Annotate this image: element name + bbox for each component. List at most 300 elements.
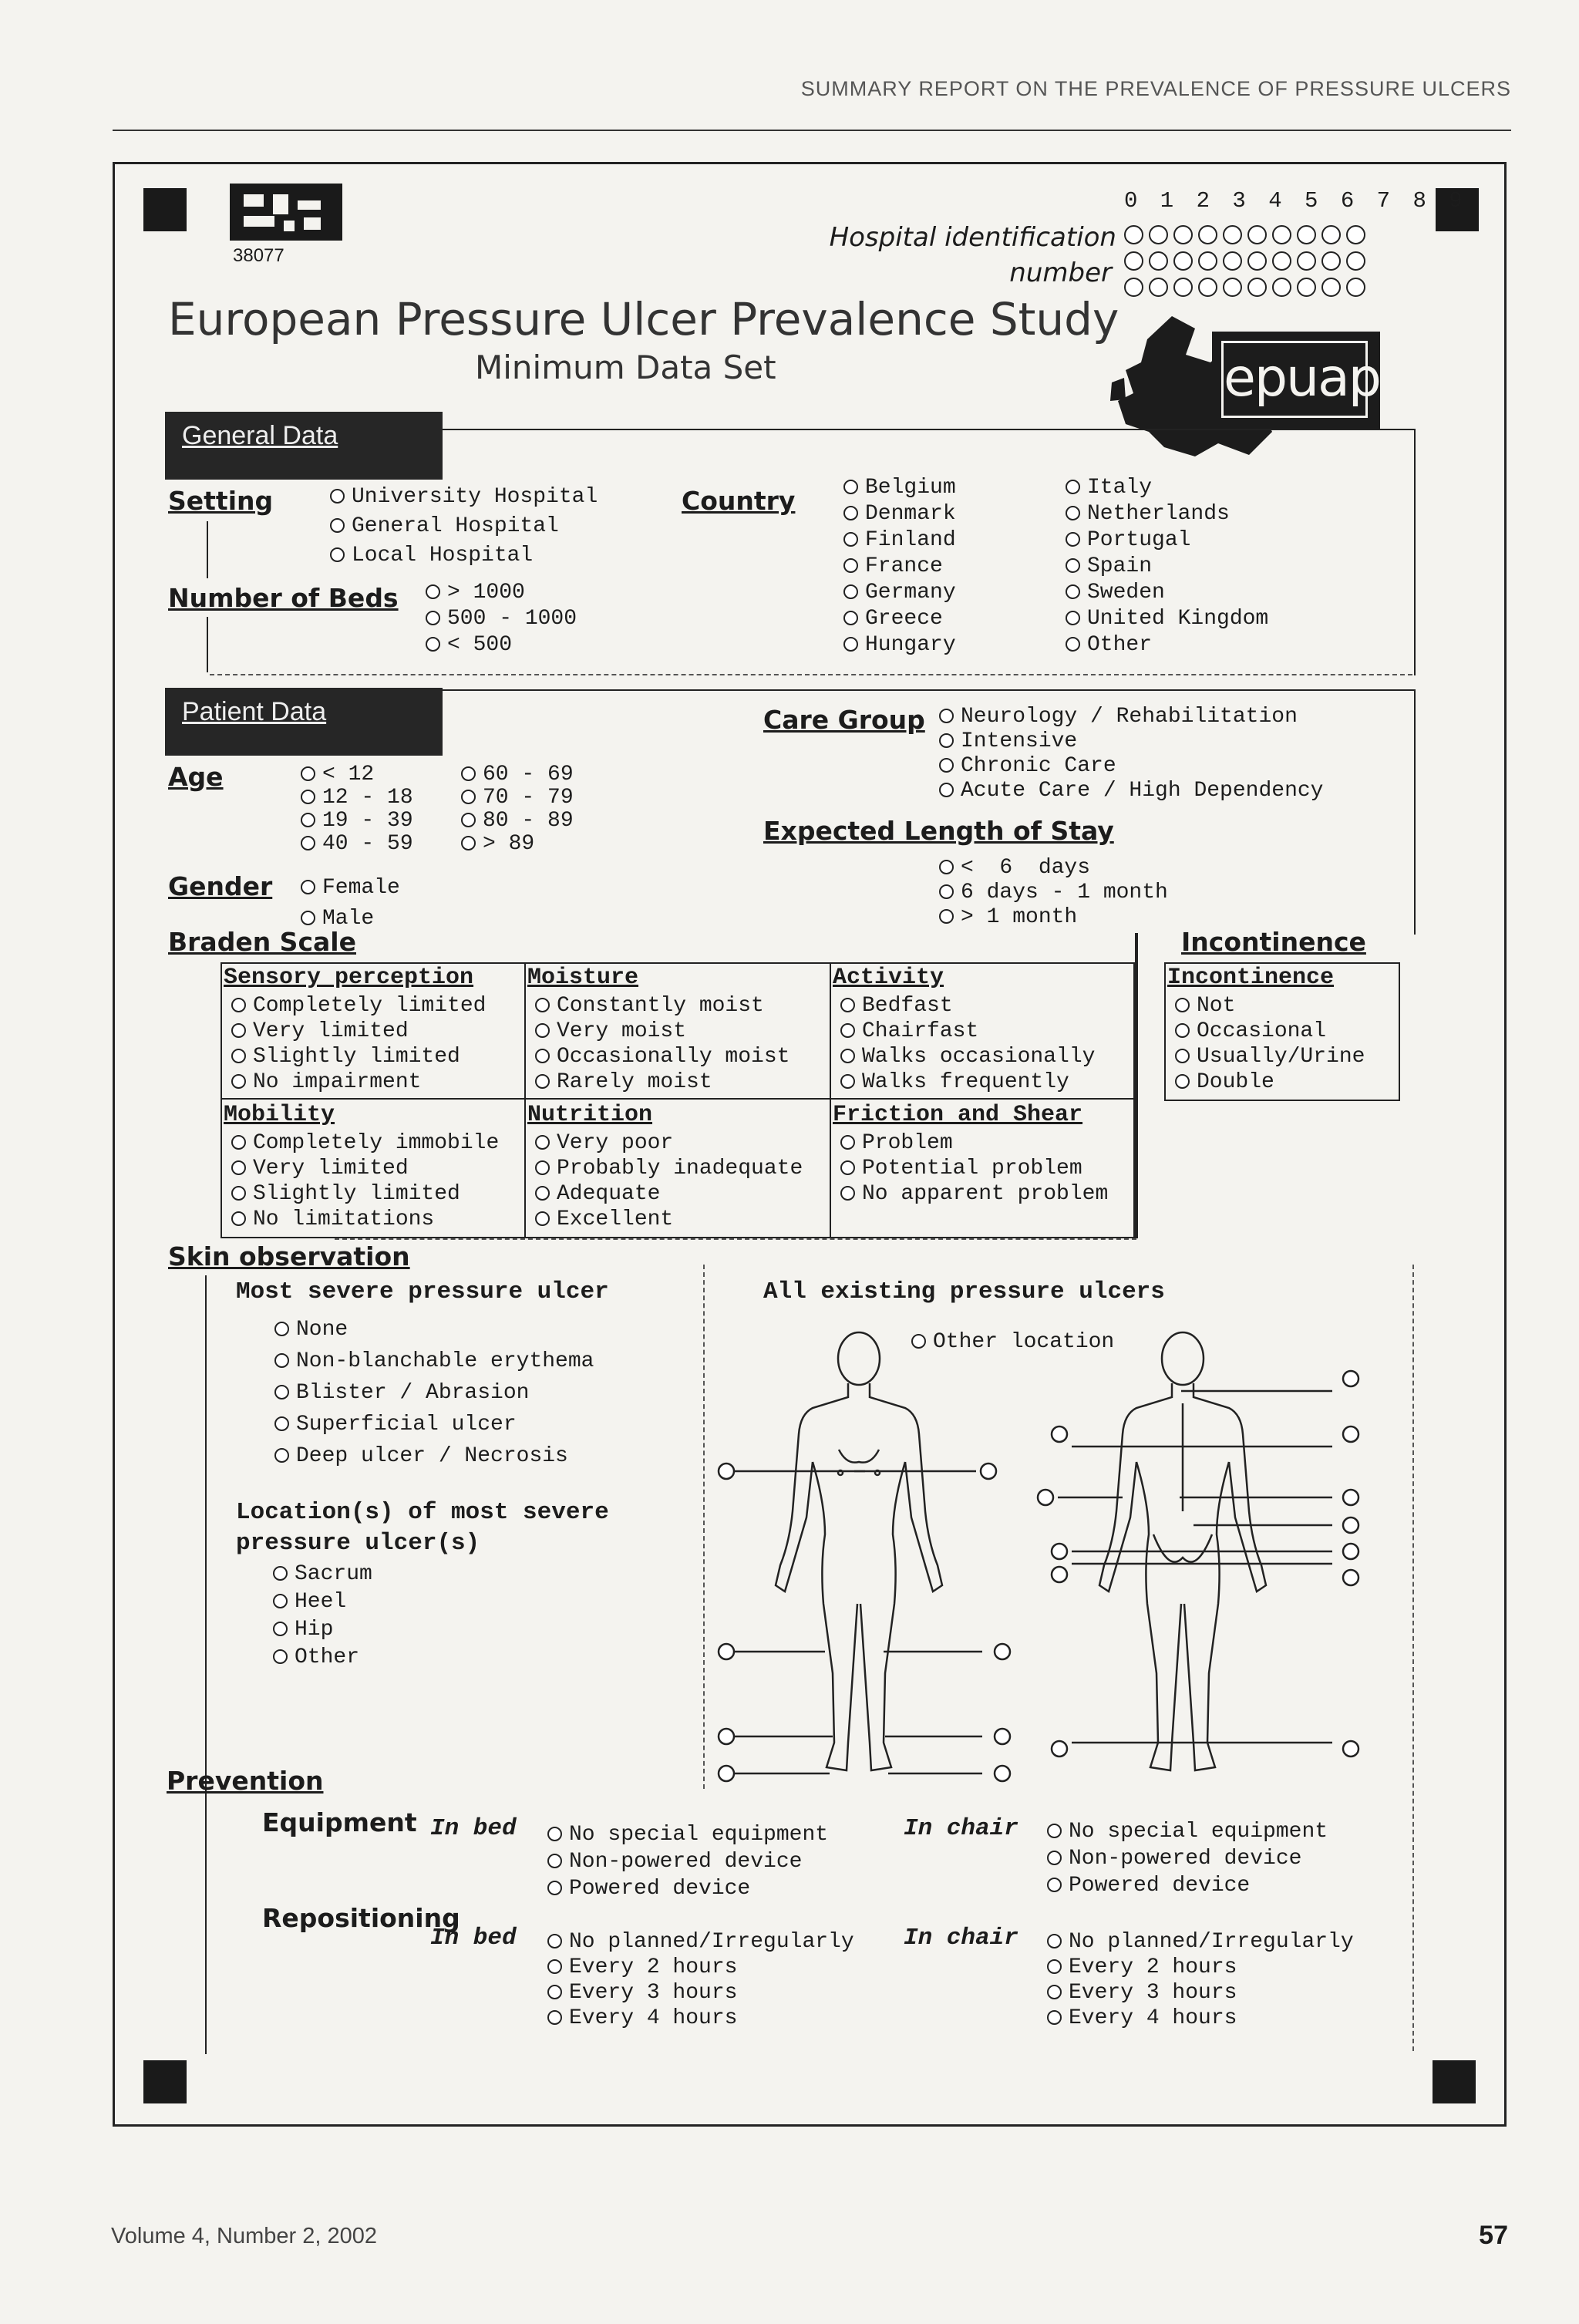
id-digit-bubble[interactable] (1346, 225, 1365, 244)
location-radio (719, 1766, 734, 1781)
id-digit-row (1124, 225, 1371, 251)
option-row[interactable] (547, 1875, 828, 1902)
option-row[interactable] (547, 2006, 854, 2031)
radio-button[interactable] (1047, 1934, 1062, 1948)
radio-button[interactable] (301, 836, 315, 850)
radio-button[interactable] (939, 909, 954, 924)
radio-button[interactable] (1066, 506, 1080, 520)
option-row[interactable] (274, 1440, 594, 1472)
option-label: Acute Care / High Dependency (961, 779, 1324, 803)
option-label: < 500 (447, 633, 513, 657)
option-label: Completely limited (253, 994, 486, 1018)
patient-data-title: Patient Data (182, 697, 327, 726)
equipment-bed-options (547, 1821, 828, 1902)
option-label: Sacrum (295, 1562, 372, 1586)
option-row[interactable] (1047, 1929, 1354, 1955)
option-label: Double (1197, 1070, 1274, 1094)
option-row[interactable] (1047, 1980, 1354, 2006)
equipment-label: Equipment (262, 1807, 417, 1837)
option-label: Hungary (865, 633, 956, 657)
option-row[interactable] (273, 1561, 372, 1588)
radio-button[interactable] (231, 1074, 246, 1089)
radio-button[interactable] (547, 1827, 562, 1841)
table-divider (830, 962, 831, 1238)
option-row[interactable] (330, 541, 598, 571)
id-digit-bubble[interactable] (1247, 225, 1267, 244)
option-row[interactable] (840, 1181, 1108, 1207)
option-label: Male (322, 907, 375, 931)
id-digit-bubble[interactable] (1247, 278, 1267, 297)
option-row[interactable] (231, 1019, 486, 1044)
option-row[interactable] (274, 1314, 594, 1346)
option-label: Spain (1087, 554, 1153, 578)
option-label: 500 - 1000 (447, 607, 577, 631)
id-digit-bubble[interactable] (1149, 278, 1168, 297)
braden-moisture (527, 962, 790, 1095)
radio-button[interactable] (939, 758, 954, 773)
id-digit-bubble[interactable] (1321, 278, 1341, 297)
radio-button[interactable] (547, 2010, 562, 2025)
radio-button[interactable] (843, 611, 858, 625)
option-row[interactable] (273, 1588, 372, 1616)
option-row[interactable] (330, 512, 598, 541)
setting-label: Setting (168, 486, 274, 516)
option-row[interactable] (273, 1616, 372, 1644)
option-label: Potential problem (862, 1157, 1082, 1181)
option-row[interactable] (1066, 501, 1268, 527)
radio-button[interactable] (231, 1160, 246, 1175)
option-row[interactable] (461, 833, 574, 856)
option-row[interactable] (1066, 606, 1268, 632)
option-label: Portugal (1087, 528, 1191, 552)
option-label: Very limited (253, 1157, 409, 1181)
braden-options (840, 1130, 1108, 1207)
section-rule (443, 689, 1416, 691)
location-radio (1052, 1544, 1067, 1559)
option-row[interactable] (840, 1130, 1108, 1156)
option-row[interactable] (301, 810, 413, 833)
option-row[interactable] (231, 1044, 486, 1069)
radio-button[interactable] (231, 998, 246, 1012)
radio-button[interactable] (1047, 1824, 1062, 1838)
radio-button[interactable] (231, 1135, 246, 1150)
id-digit-bubble[interactable] (1346, 251, 1365, 271)
radio-button[interactable] (274, 1416, 289, 1431)
radio-button[interactable] (301, 766, 315, 781)
option-label: Slightly limited (253, 1182, 460, 1206)
radio-button[interactable] (461, 836, 476, 850)
radio-button[interactable] (840, 1074, 855, 1089)
radio-button[interactable] (274, 1385, 289, 1399)
option-label: Every 2 hours (569, 1955, 738, 1979)
option-row[interactable] (231, 1130, 499, 1156)
id-digit-bubble[interactable] (1297, 251, 1316, 271)
radio-button[interactable] (301, 880, 315, 894)
option-row[interactable] (1047, 1955, 1354, 1980)
general-data-band (165, 412, 443, 480)
option-row[interactable] (843, 580, 956, 606)
option-row[interactable] (1175, 1044, 1365, 1069)
id-digit-bubble[interactable] (1149, 225, 1168, 244)
option-row[interactable] (461, 763, 574, 786)
option-row[interactable] (843, 632, 956, 658)
radio-button[interactable] (843, 584, 858, 599)
option-label: < 6 days (961, 856, 1091, 880)
option-row[interactable] (301, 786, 413, 810)
section-rule (335, 1238, 1136, 1240)
option-label: Chronic Care (961, 754, 1116, 778)
option-row[interactable] (274, 1377, 594, 1409)
section-rule (443, 429, 1416, 430)
radio-button[interactable] (939, 884, 954, 899)
running-header: SUMMARY REPORT ON THE PREVALENCE OF PRESSURE ULCERS (800, 77, 1511, 100)
option-label: Chairfast (862, 1019, 979, 1043)
option-label: Bedfast (862, 994, 953, 1018)
option-row[interactable] (840, 1044, 1095, 1069)
location-radio (1343, 1426, 1358, 1442)
radio-button[interactable] (1175, 998, 1190, 1012)
radio-button[interactable] (840, 1023, 855, 1038)
option-label: > 1000 (447, 581, 525, 605)
radio-button[interactable] (547, 1881, 562, 1895)
option-label: Hip (295, 1618, 334, 1642)
option-row[interactable] (1066, 475, 1268, 501)
radio-button[interactable] (840, 998, 855, 1012)
id-digit-bubble[interactable] (1124, 251, 1143, 271)
radio-button[interactable] (1066, 611, 1080, 625)
radio-button[interactable] (939, 860, 954, 874)
option-row[interactable] (843, 606, 956, 632)
option-row[interactable] (535, 1019, 790, 1044)
radio-button[interactable] (1066, 480, 1080, 494)
option-row[interactable] (843, 501, 956, 527)
option-row[interactable] (1066, 554, 1268, 580)
id-digit-bubble[interactable] (1223, 251, 1242, 271)
body-diagram[interactable] (709, 1311, 1403, 1804)
option-label: 19 - 39 (322, 809, 413, 833)
option-label: Very poor (557, 1131, 674, 1155)
beds-label: Number of Beds (168, 583, 399, 613)
section-rule (1414, 429, 1416, 675)
radio-button[interactable] (231, 1211, 246, 1226)
option-row[interactable] (1175, 993, 1365, 1019)
option-row[interactable] (939, 779, 1323, 803)
option-label: Not (1197, 994, 1236, 1018)
stay-label: Expected Length of Stay (763, 816, 1114, 846)
bracket-line (207, 521, 208, 578)
option-row[interactable] (426, 606, 577, 632)
option-label: Excellent (557, 1207, 674, 1231)
option-label: Germany (865, 581, 956, 605)
radio-button[interactable] (1175, 1049, 1190, 1063)
id-digit-bubble[interactable] (1173, 251, 1193, 271)
radio-button[interactable] (1066, 558, 1080, 573)
option-label: None (296, 1318, 348, 1342)
incontinence-label: Incontinence (1181, 927, 1366, 957)
braden-friction (833, 1100, 1108, 1207)
location-radio (719, 1729, 734, 1744)
location-heading: Location(s) of most severe (236, 1499, 609, 1526)
radio-button[interactable] (461, 813, 476, 827)
option-row[interactable] (231, 993, 486, 1019)
radio-button[interactable] (535, 1160, 550, 1175)
option-label: Finland (865, 528, 956, 552)
option-row[interactable] (939, 754, 1323, 779)
care-group-label: Care Group (763, 705, 925, 735)
option-row[interactable] (301, 873, 400, 904)
radio-button[interactable] (843, 637, 858, 652)
radio-button[interactable] (843, 506, 858, 520)
id-digit-bubble[interactable] (1223, 278, 1242, 297)
option-row[interactable] (939, 881, 1168, 905)
epuap-logo (1212, 332, 1380, 430)
option-row[interactable] (426, 580, 577, 606)
option-label: No apparent problem (862, 1182, 1109, 1206)
radio-button[interactable] (273, 1622, 288, 1636)
id-digit-bubble[interactable] (1321, 251, 1341, 271)
option-row[interactable] (840, 1069, 1095, 1095)
registration-mark (1433, 2060, 1476, 2103)
radio-button[interactable] (840, 1135, 855, 1150)
option-row[interactable] (274, 1346, 594, 1377)
country-options-col1 (843, 475, 956, 658)
option-label: 70 - 79 (483, 786, 574, 810)
radio-button[interactable] (330, 518, 345, 533)
section-rule (210, 674, 1412, 675)
option-row[interactable] (939, 705, 1323, 729)
registration-mark (143, 188, 187, 231)
radio-button[interactable] (1047, 1878, 1062, 1892)
repositioning-chair-options (1047, 1929, 1354, 2031)
option-row[interactable] (939, 729, 1323, 754)
braden-column-title: Mobility (224, 1102, 335, 1128)
location-radio (1343, 1517, 1358, 1533)
option-row[interactable] (1047, 1818, 1328, 1845)
option-label: Every 3 hours (569, 1981, 738, 2005)
radio-button[interactable] (301, 813, 315, 827)
id-digit-bubble[interactable] (1223, 225, 1242, 244)
radio-button[interactable] (273, 1566, 288, 1581)
radio-button[interactable] (301, 911, 315, 925)
radio-button[interactable] (1047, 2010, 1062, 2025)
radio-button[interactable] (461, 790, 476, 804)
option-row[interactable] (1066, 527, 1268, 554)
radio-button[interactable] (461, 766, 476, 781)
radio-button[interactable] (535, 1049, 550, 1063)
radio-button[interactable] (939, 709, 954, 723)
option-row[interactable] (547, 1821, 828, 1848)
option-row[interactable] (273, 1644, 372, 1672)
option-row[interactable] (535, 1181, 803, 1207)
id-digit-bubble[interactable] (1198, 225, 1217, 244)
option-row[interactable] (843, 554, 956, 580)
id-digit-bubble[interactable] (1173, 225, 1193, 244)
radio-button[interactable] (231, 1186, 246, 1201)
radio-button[interactable] (1047, 1959, 1062, 1974)
option-label: Intensive (961, 729, 1078, 753)
radio-button[interactable] (840, 1049, 855, 1063)
radio-button[interactable] (547, 1854, 562, 1868)
option-label: Occasionally moist (557, 1045, 790, 1069)
option-row[interactable] (330, 483, 598, 512)
option-row[interactable] (843, 527, 956, 554)
radio-button[interactable] (274, 1353, 289, 1368)
radio-button[interactable] (273, 1649, 288, 1664)
id-digit-bubble[interactable] (1346, 278, 1365, 297)
option-row[interactable] (461, 810, 574, 833)
option-row[interactable] (535, 993, 790, 1019)
option-row[interactable] (1066, 632, 1268, 658)
option-label: Problem (862, 1131, 953, 1155)
option-row[interactable] (461, 786, 574, 810)
radio-button[interactable] (535, 1135, 550, 1150)
radio-button[interactable] (843, 480, 858, 494)
radio-button[interactable] (273, 1594, 288, 1608)
radio-button[interactable] (274, 1448, 289, 1463)
radio-button[interactable] (1066, 637, 1080, 652)
hospital-id-grid[interactable] (1124, 225, 1371, 304)
option-row[interactable] (547, 1929, 854, 1955)
radio-button[interactable] (274, 1322, 289, 1336)
radio-button[interactable] (231, 1023, 246, 1038)
option-label: Very limited (253, 1019, 409, 1043)
option-row[interactable] (535, 1207, 803, 1232)
option-label: < 12 (322, 763, 375, 786)
id-digit-bubble[interactable] (1272, 278, 1291, 297)
id-digit-bubble[interactable] (1272, 251, 1291, 271)
radio-button[interactable] (426, 637, 440, 652)
option-row[interactable] (301, 763, 413, 786)
option-row[interactable] (274, 1409, 594, 1440)
radio-button[interactable] (301, 790, 315, 804)
option-row[interactable] (840, 1019, 1095, 1044)
option-label: Non-powered device (569, 1850, 803, 1874)
radio-button[interactable] (426, 611, 440, 625)
option-row[interactable] (840, 1156, 1108, 1181)
option-row[interactable] (547, 1848, 828, 1875)
radio-button[interactable] (1047, 1985, 1062, 1999)
option-row[interactable] (535, 1130, 803, 1156)
location-radio (719, 1644, 734, 1659)
location-radio (1052, 1426, 1067, 1442)
id-digit-bubble[interactable] (1124, 278, 1143, 297)
option-row[interactable] (231, 1156, 499, 1181)
radio-button[interactable] (843, 558, 858, 573)
radio-button[interactable] (1066, 532, 1080, 547)
braden-activity (833, 962, 1095, 1095)
radio-button[interactable] (426, 584, 440, 599)
equipment-chair-options (1047, 1818, 1328, 1899)
option-row[interactable] (1047, 1845, 1328, 1872)
radio-button[interactable] (840, 1160, 855, 1175)
option-label: General Hospital (352, 514, 559, 538)
option-row[interactable] (301, 833, 413, 856)
option-row[interactable] (426, 632, 577, 658)
option-row[interactable] (231, 1181, 499, 1207)
radio-button[interactable] (535, 1186, 550, 1201)
option-row[interactable] (231, 1069, 486, 1095)
radio-button[interactable] (1066, 584, 1080, 599)
radio-button[interactable] (547, 1959, 562, 1974)
radio-button[interactable] (843, 532, 858, 547)
id-digit-bubble[interactable] (1198, 251, 1217, 271)
all-ulcers-heading: All existing pressure ulcers (763, 1278, 1165, 1305)
option-label: Neurology / Rehabilitation (961, 705, 1298, 729)
radio-button[interactable] (547, 1985, 562, 1999)
option-label: Completely immobile (253, 1131, 500, 1155)
option-row[interactable] (535, 1069, 790, 1095)
option-row[interactable] (939, 856, 1168, 881)
radio-button[interactable] (1047, 1851, 1062, 1865)
radio-button[interactable] (330, 489, 345, 504)
id-digit-bubble[interactable] (1321, 225, 1341, 244)
option-row[interactable] (840, 993, 1095, 1019)
journal-footer: Volume 4, Number 2, 2002 (111, 2224, 377, 2248)
id-digit-bubble[interactable] (1297, 225, 1316, 244)
radio-button[interactable] (535, 1074, 550, 1089)
option-row[interactable] (1047, 2006, 1354, 2031)
hospital-id-label-2: number (1009, 258, 1112, 288)
option-row[interactable] (547, 1980, 854, 2006)
skin-observation-label: Skin observation (168, 1241, 410, 1271)
id-digit-bubble[interactable] (1247, 251, 1267, 271)
location-radio (981, 1463, 996, 1479)
radio-button[interactable] (535, 1211, 550, 1226)
option-row[interactable] (1175, 1069, 1365, 1095)
radio-button[interactable] (231, 1049, 246, 1063)
radio-button[interactable] (939, 783, 954, 797)
option-row[interactable] (535, 1156, 803, 1181)
id-digit-bubble[interactable] (1124, 225, 1143, 244)
radio-button[interactable] (330, 547, 345, 562)
radio-button[interactable] (547, 1934, 562, 1948)
option-row[interactable] (1066, 580, 1268, 606)
age-options-col2 (461, 763, 574, 856)
radio-button[interactable] (1175, 1023, 1190, 1038)
option-row[interactable] (843, 475, 956, 501)
body-front-figure (776, 1332, 942, 1770)
radio-button[interactable] (535, 1023, 550, 1038)
id-digit-bubble[interactable] (1149, 251, 1168, 271)
option-row[interactable] (547, 1955, 854, 1980)
radio-button[interactable] (939, 733, 954, 748)
option-label: Denmark (865, 502, 956, 526)
id-digit-bubble[interactable] (1272, 225, 1291, 244)
option-row[interactable] (1047, 1872, 1328, 1899)
id-digit-bubble[interactable] (1297, 278, 1316, 297)
option-label: Powered device (1069, 1874, 1251, 1898)
id-digit-bubble[interactable] (1198, 278, 1217, 297)
digit-scale: 0 1 2 3 4 5 6 7 8 9 (1124, 188, 1467, 214)
option-row[interactable] (535, 1044, 790, 1069)
repo-in-bed-label: In bed (430, 1925, 517, 1952)
registration-mark (143, 2060, 187, 2103)
option-label: Netherlands (1087, 502, 1230, 526)
option-row[interactable] (231, 1207, 499, 1232)
location-radio (995, 1644, 1010, 1659)
braden-options (231, 993, 486, 1095)
option-label: > 1 month (961, 905, 1078, 929)
option-label: United Kingdom (1087, 607, 1269, 631)
radio-button[interactable] (1175, 1074, 1190, 1089)
radio-button[interactable] (840, 1186, 855, 1201)
option-row[interactable] (1175, 1019, 1365, 1044)
braden-sensory (224, 962, 486, 1095)
option-row[interactable] (939, 905, 1168, 930)
column-divider (703, 1265, 705, 1789)
radio-button[interactable] (535, 998, 550, 1012)
id-digit-bubble[interactable] (1173, 278, 1193, 297)
